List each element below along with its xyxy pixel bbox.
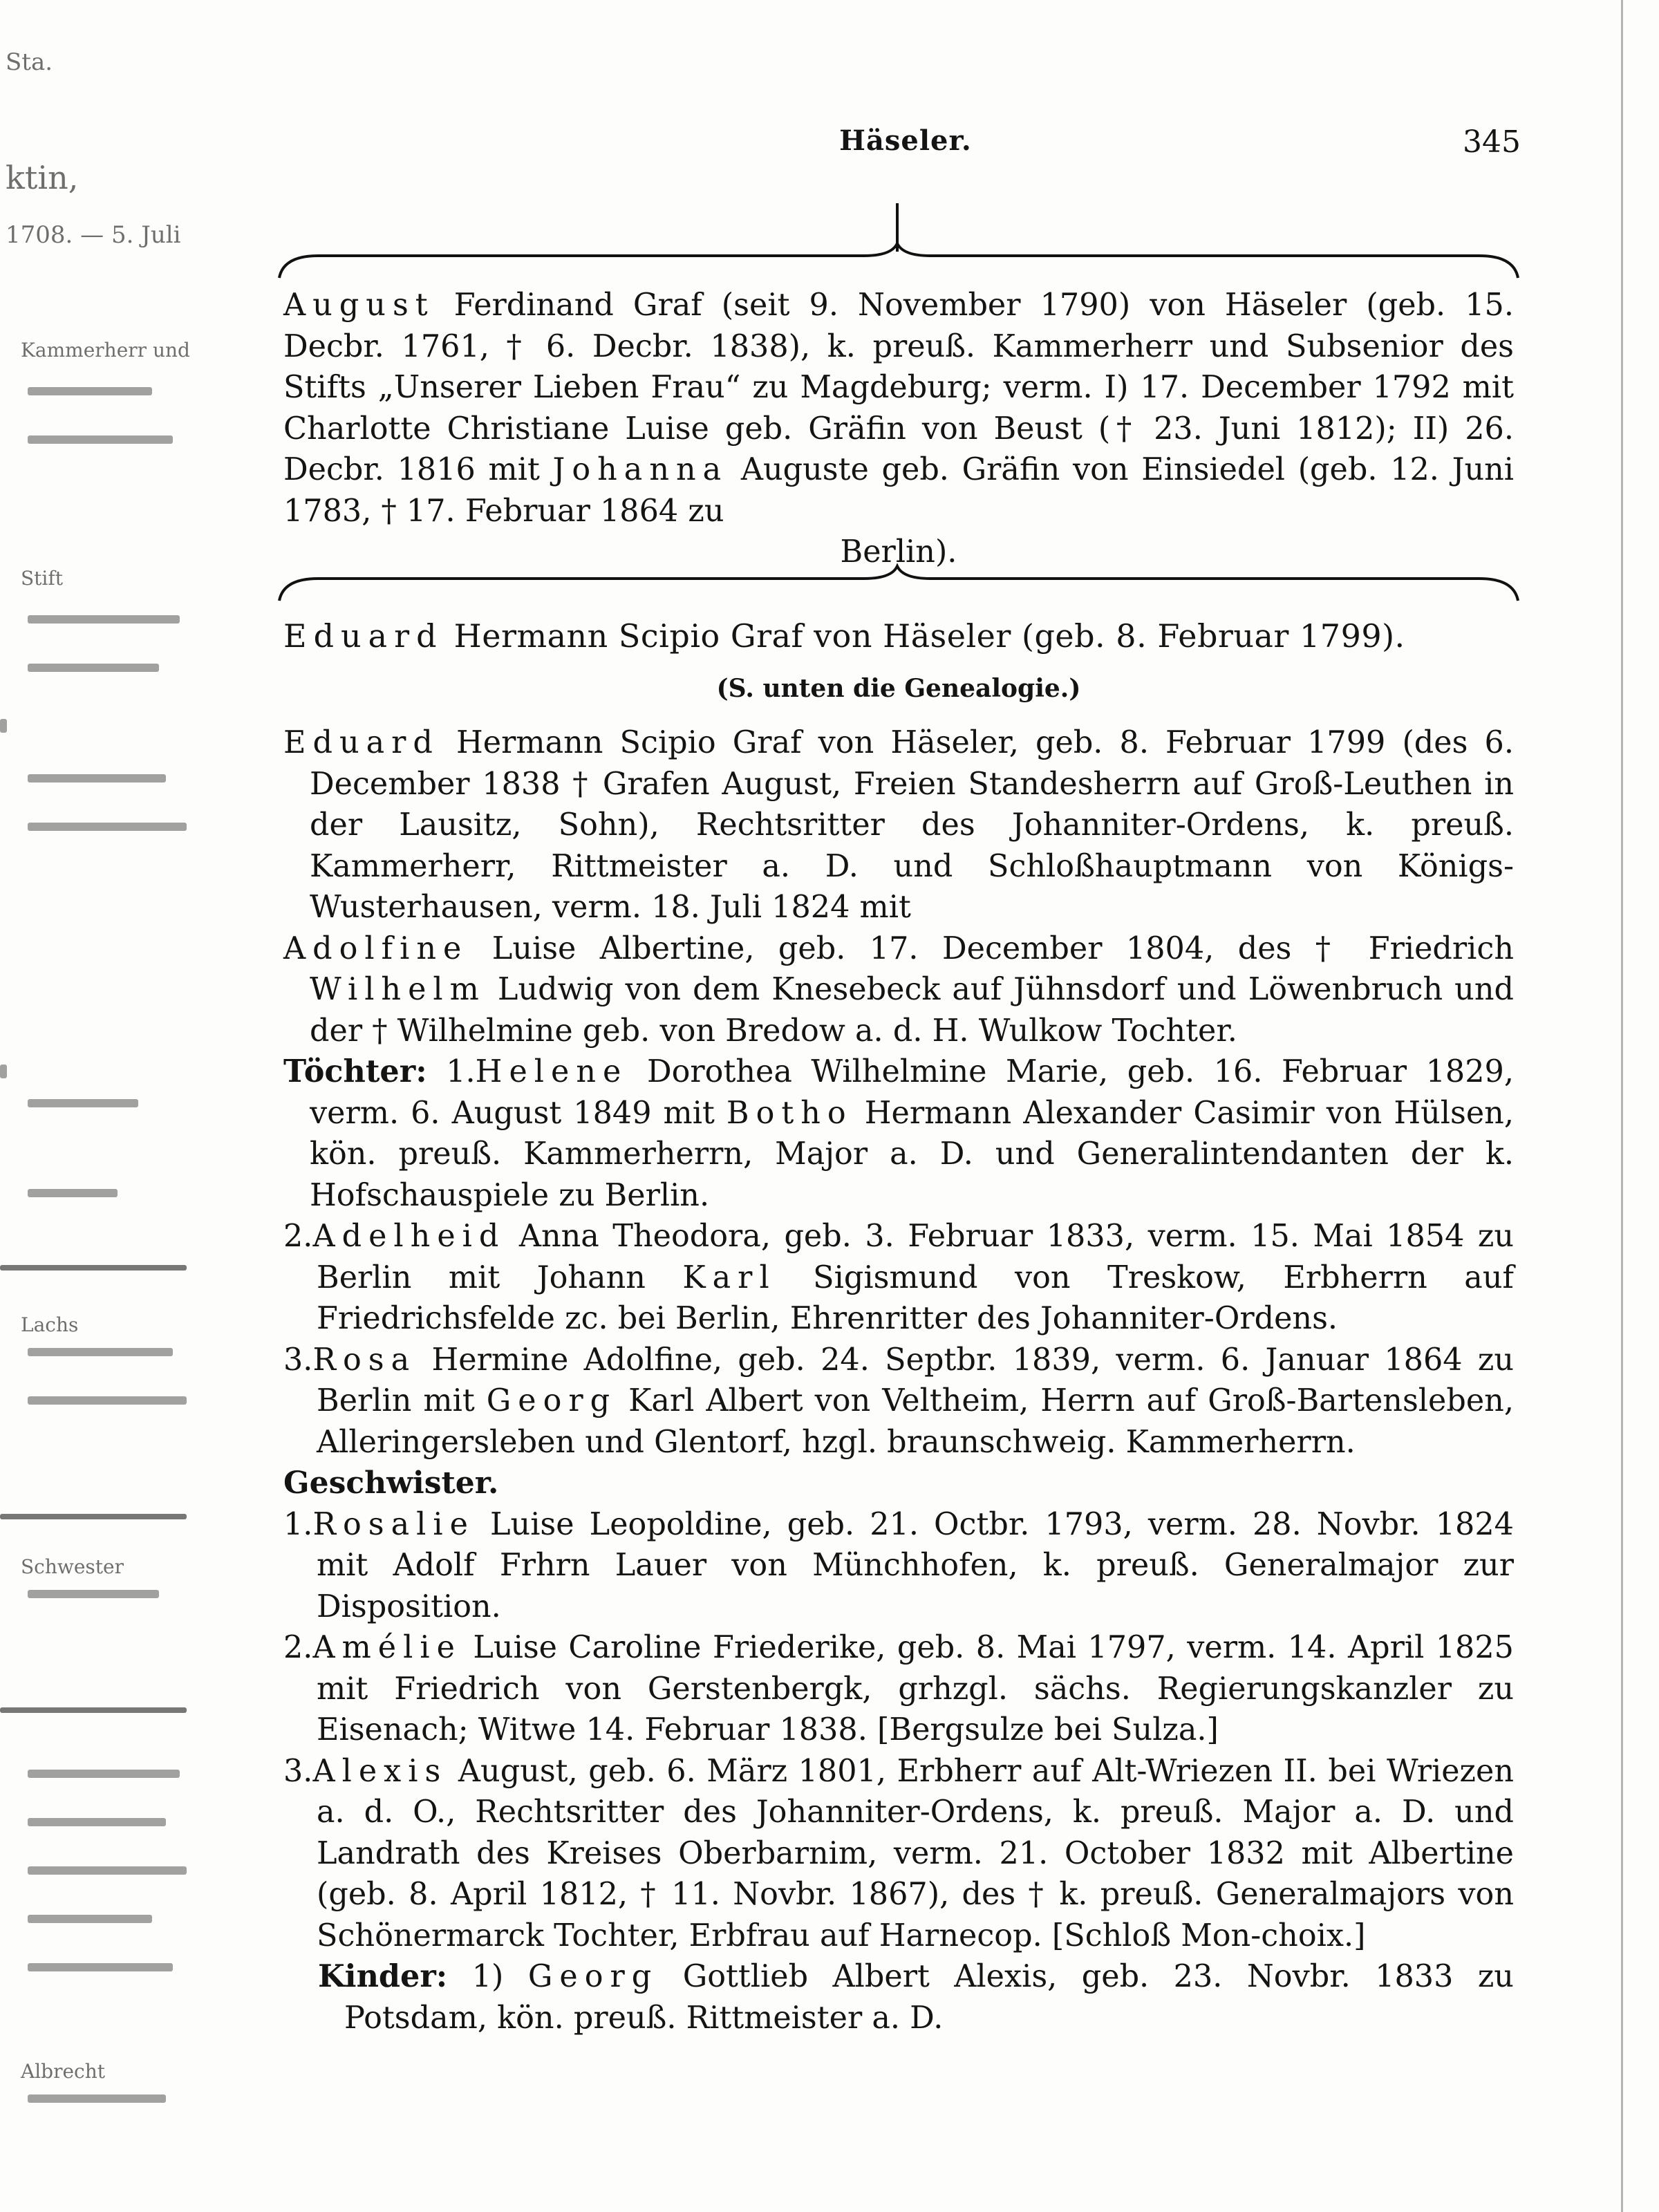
gutter-fragment: Lachs	[21, 1313, 79, 1336]
gutter-fragment: Albrecht	[21, 2060, 106, 2083]
item-number: 1)	[471, 1959, 504, 1994]
gutter-fragment: Sta.	[6, 48, 53, 76]
person-name: Rosalie	[312, 1506, 475, 1542]
item-number: 2.	[283, 1219, 313, 1254]
gutter-fragment: 1708. — 5. Juli	[6, 221, 181, 249]
paragraph-text: Hermann Alexander Casimir von Hülsen, kön. preuß. Kammerherrn, Major a. D. und Generalintendanten der k. Hofschauspiele zu Berlin.	[310, 1095, 1514, 1213]
genealogy-head-paragraph	[283, 722, 1514, 928]
genealogy-body	[283, 722, 1514, 2038]
entry-text: Ferdinand Graf (seit 9. November 1790) von Häseler (geb. 15. Decbr. 1761, † 6. Decbr. 1838), k. preuß. Kammerherr und Subsenior des Stifts „Unserer Lieben Frau“ zu Magdeburg; verm. I) 17. December 1792 mit Charlotte Christiane Luise geb. Gräfin von Beust († 23. Juni 1812); II) 26. Decbr. 1816 mit	[283, 288, 1514, 487]
person-name: Botho	[726, 1095, 853, 1131]
paragraph-text: August, geb. 6. März 1801, Erbherr auf Alt-Wriezen II. bei Wriezen a. d. O., Rechtsritter des Johanniter-Ordens, k. preuß. Major a. D. und Landrath des Kreises Oberbarnim, verm. 21. October 1832 mit Albertine (geb. 8. April 1812, † 11. Novbr. 1867), des † k. preuß. Generalmajors von Schönermarck Tochter, Erbfrau auf Harnecop. [Schloß Mon-choix.]	[317, 1753, 1514, 1953]
person-name: Eduard	[283, 725, 440, 760]
daughter-1	[283, 1051, 1514, 1216]
brace-middle	[276, 563, 1521, 605]
person-name: Helene	[475, 1054, 628, 1089]
person-name: Rosa	[312, 1342, 417, 1378]
paragraph-text: Ludwig von dem Knesebeck auf Jühnsdorf und Löwenbruch und der † Wilhelmine geb. von Bredow a. d. H. Wulkow Tochter.	[310, 972, 1514, 1049]
section-label: Töchter:	[283, 1053, 427, 1089]
person-name: Georg	[486, 1383, 617, 1418]
page-number: 345	[1463, 124, 1521, 160]
sibling-1	[283, 1504, 1514, 1628]
daughter-2	[283, 1216, 1514, 1340]
facing-page-margin	[0, 0, 207, 2212]
paragraph-text: Karl Albert von Veltheim, Herrn auf Groß-Bartensleben, Alleringersleben und Glentorf, hzgl. braunschweig. Kammerherrn.	[317, 1383, 1514, 1460]
paragraph-text: Hermine Adolfine, geb. 24. Septbr. 1839, verm. 6. Januar 1864 zu Berlin mit	[317, 1342, 1514, 1418]
person-name: Adelheid	[312, 1219, 506, 1254]
person-name: Amélie	[312, 1630, 462, 1665]
wife-paragraph	[283, 928, 1514, 1052]
gutter-fragment: Kammerherr und	[21, 339, 190, 362]
person-name: Alexis	[312, 1753, 448, 1789]
sibling-2	[283, 1627, 1514, 1751]
entry-text: Hermann Scipio Graf von Häseler (geb. 8. Februar 1799).	[453, 617, 1405, 655]
gutter-fragment: Schwester	[21, 1555, 124, 1578]
entry-text: Auguste geb. Gräfin von Einsiedel (geb. 12. Juni 1783, † 17. Februar 1864 zu	[283, 452, 1514, 529]
entry-eduard-head	[283, 617, 1514, 655]
person-name: Georg	[527, 1959, 659, 1994]
entry-last-line: Berlin).	[840, 534, 957, 570]
paragraph-text: Sigismund von Treskow, Erbherrn auf Friedrichsfelde zc. bei Berlin, Ehrenritter des Johanniter-Ordens.	[317, 1259, 1514, 1336]
person-name: Adolfine	[283, 930, 469, 966]
cross-reference: (S. unten die Genealogie.)	[716, 674, 1081, 703]
paragraph-text: Luise Caroline Friederike, geb. 8. Mai 1797, verm. 14. April 1825 mit Friedrich von Gerstenbergk, grhzgl. sächs. Regierungskanzler zu Eisenach; Witwe 14. Februar 1838. [Bergsulze bei Sulza.]	[317, 1630, 1514, 1747]
sibling-3	[283, 1751, 1514, 1957]
entry-name: August	[283, 288, 435, 323]
entry-name: Eduard	[283, 617, 444, 655]
paragraph-text: Luise Albertine, geb. 17. December 1804, des † Friedrich	[491, 930, 1514, 966]
paragraph-text: Hermann Scipio Graf von Häseler, geb. 8. Februar 1799 (des 6. December 1838 † Grafen August, Freien Standesherrn auf Groß-Leuthen in der Lausitz, Sohn), Rechtsritter des Johanniter-Ordens, k. preuß. Kammerherr, Rittmeister a. D. und Schloßhauptmann von Königs-Wusterhausen, verm. 18. Juli 1824 mit	[310, 725, 1514, 925]
running-title: Häseler.	[839, 124, 972, 157]
section-label: Kinder:	[318, 1958, 448, 1994]
item-number: 3.	[283, 1342, 313, 1378]
paragraph-text: Gottlieb Albert Alexis, geb. 23. Novbr. 1833 zu Potsdam, kön. preuß. Rittmeister a. D.	[344, 1959, 1514, 2036]
paragraph-text: Anna Theodora, geb. 3. Februar 1833, verm. 15. Mai 1854 zu Berlin mit Johann	[317, 1219, 1514, 1295]
item-number: 1.	[446, 1054, 476, 1089]
running-head	[290, 124, 1521, 173]
spouse-name: Johanna	[552, 452, 729, 487]
person-name: Wilhelm	[310, 972, 486, 1007]
person-name: Karl	[682, 1259, 776, 1295]
item-number: 1.	[283, 1506, 313, 1542]
gutter-fragment: Stift	[21, 567, 64, 590]
paragraph-text: Dorothea Wilhelmine Marie, geb. 16. Februar 1829, verm. 6. August 1849 mit	[310, 1054, 1514, 1131]
brace-top	[276, 241, 1521, 282]
paragraph-text: Luise Leopoldine, geb. 21. Octbr. 1793, verm. 28. Novbr. 1824 mit Adolf Frhrn Lauer von Münchhofen, k. preuß. Generalmajor zur Disposition.	[317, 1506, 1514, 1624]
item-number: 3.	[283, 1753, 313, 1789]
right-edge-line	[1621, 0, 1623, 2212]
item-number: 2.	[283, 1630, 313, 1665]
entry-august-ferdinand	[283, 285, 1514, 573]
children-entry	[283, 1956, 1514, 2038]
siblings-heading: Geschwister.	[283, 1465, 499, 1501]
daughter-3	[283, 1340, 1514, 1463]
gutter-fragment: ktin,	[6, 159, 79, 196]
